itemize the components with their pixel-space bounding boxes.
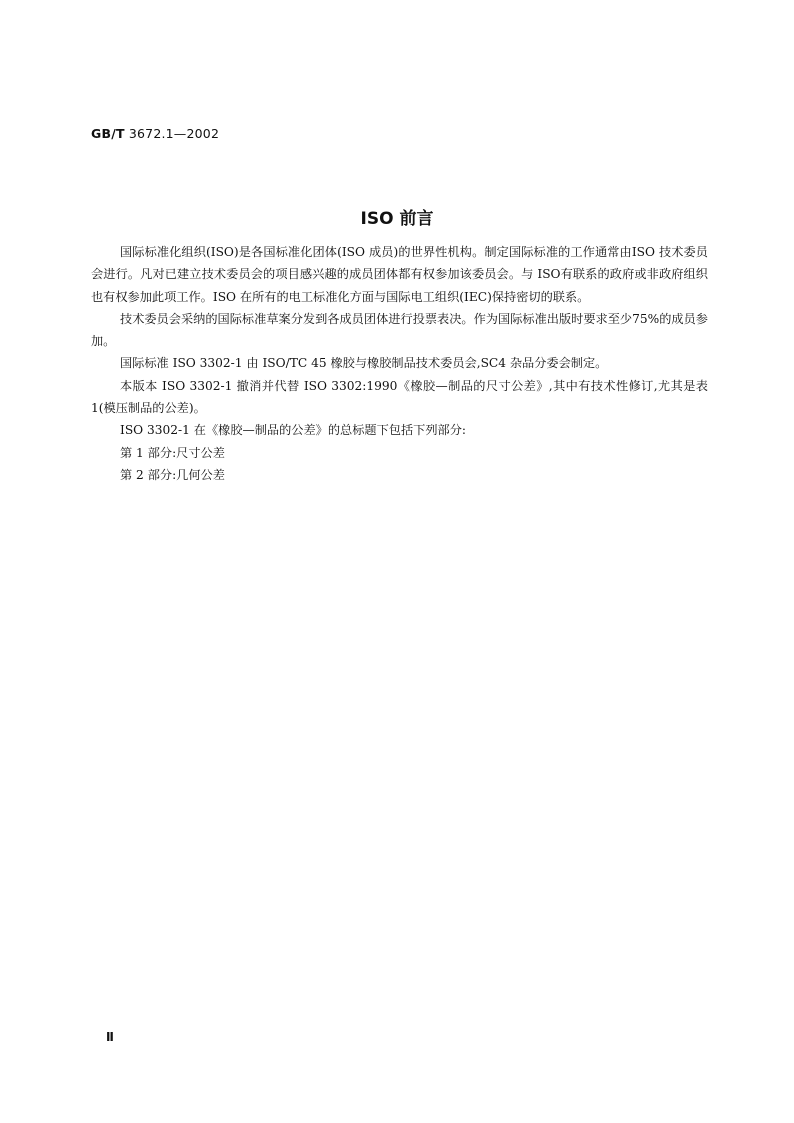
standard-code-prefix: GB/T <box>91 126 125 141</box>
page-title: ISO 前言 <box>360 209 434 229</box>
body-text <box>91 241 708 486</box>
page-number: Ⅱ <box>106 1030 114 1044</box>
list-item-part-1: 第 1 部分:尺寸公差 <box>120 445 225 460</box>
standard-code-number: 3672.1—2002 <box>124 126 220 141</box>
paragraph-iso-intro: 国际标准化组织(ISO)是各国标准化团体(ISO 成员)的世界性机构。制定国际标准的工作通常由ISO 技术委员会进行。凡对已建立技术委员会的项目感兴趣的成员团体都有权参加该委员会。与 ISO有联系的政府或非政府组织也有权参加此项工作。ISO 在所有的电工标准化方面与国际电工组织(IEC)保持密切的联系。 <box>91 245 708 304</box>
paragraph-parts-intro: ISO 3302-1 在《橡胶—制品的公差》的总标题下包括下列部分: <box>120 423 467 438</box>
standard-code <box>91 126 219 141</box>
paragraph-prepared-by: 国际标准 ISO 3302-1 由 ISO/TC 45 橡胶与橡胶制品技术委员会,SC4 杂品分委会制定。 <box>120 356 608 371</box>
paragraph-voting: 技术委员会采纳的国际标准草案分发到各成员团体进行投票表决。作为国际标准出版时要求至少75%的成员参加。 <box>91 311 708 349</box>
list-item-part-2: 第 2 部分:几何公差 <box>120 467 225 482</box>
paragraph-revision: 本版本 ISO 3302-1 撤消并代替 ISO 3302:1990《橡胶—制品的尺寸公差》,其中有技术性修订,尤其是表 1(模压制品的公差)。 <box>91 378 708 416</box>
